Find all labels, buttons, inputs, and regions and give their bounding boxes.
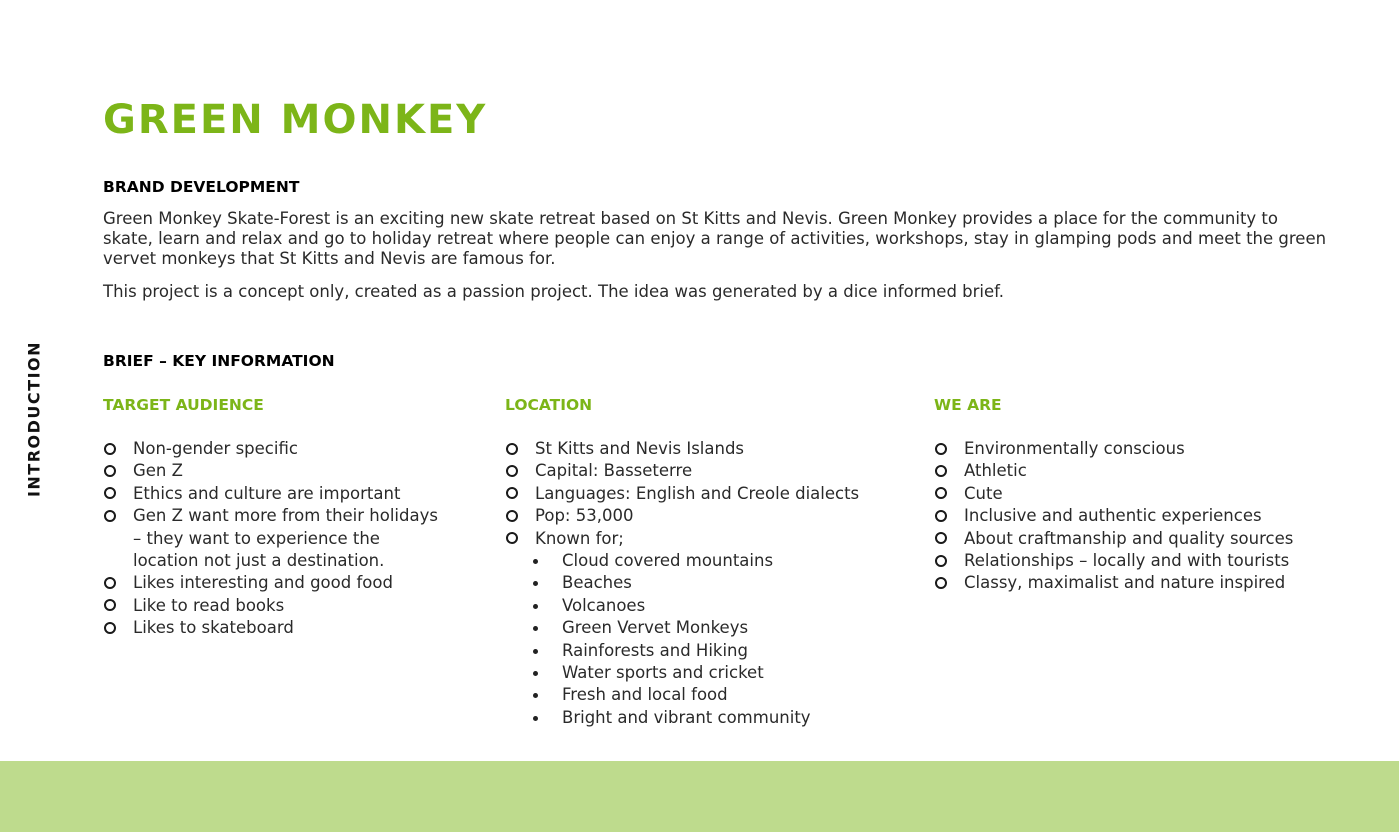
list-item-text: Gen Z want more from their holidays – they want to experience the location not just a destination. [133, 506, 438, 571]
location-list [505, 438, 915, 729]
bullet-dot-icon [533, 649, 538, 654]
location-heading: LOCATION [505, 396, 593, 414]
ring-bullet-icon [935, 487, 947, 499]
list-item-text: Capital: Basseterre [535, 461, 693, 481]
bullet-dot-icon [533, 671, 538, 676]
sub-list-item [505, 707, 915, 729]
sub-list-item [505, 617, 915, 639]
we-are-column [934, 395, 1354, 593]
list-item-text: Bright and vibrant community [562, 707, 811, 727]
sub-list-item [505, 572, 915, 594]
ring-bullet-icon [506, 532, 518, 544]
bullet-dot-icon [533, 693, 538, 698]
we-are-list [934, 438, 1354, 595]
side-label-text: INTRODUCTION [24, 340, 44, 498]
list-item-text: Volcanoes [562, 595, 646, 615]
bullet-dot-icon [533, 626, 538, 631]
ring-bullet-icon [935, 555, 947, 567]
sub-list-item [505, 595, 915, 617]
list-item [934, 460, 1354, 482]
sub-list-item [505, 684, 915, 706]
list-item-text: Classy, maximalist and nature inspired [964, 573, 1286, 593]
sub-list-item [505, 550, 915, 572]
sub-list-item [505, 662, 915, 684]
list-item-text: Non-gender specific [133, 439, 298, 458]
list-item-text: Like to read books [133, 595, 285, 615]
ring-bullet-icon [506, 443, 518, 455]
list-item-text: Water sports and cricket [562, 663, 764, 683]
brand-description-paragraph: Green Monkey Skate-Forest is an exciting new skate retreat based on St Kitts and Nevis. Green Monkey provides a place for the community to skate, learn and relax and go to holiday retreat where people can enjoy a range of activities, workshops, stay in glamping pods and meet the green vervet monkeys that St Kitts and Nevis are famous for. [103, 209, 1327, 268]
list-item [505, 460, 915, 482]
list-item [505, 438, 915, 460]
bullet-dot-icon [533, 716, 538, 721]
ring-bullet-icon [104, 577, 116, 589]
ring-bullet-icon [935, 465, 947, 477]
list-item [103, 505, 448, 572]
concept-note-paragraph: This project is a concept only, created as a passion project. The idea was generated by a dice informed brief. [103, 282, 1005, 301]
list-item-text: Known for; [535, 528, 624, 548]
list-item-text: Environmentally conscious [964, 439, 1185, 458]
list-item [505, 483, 915, 505]
list-item [505, 505, 915, 527]
footer-band [0, 761, 1399, 832]
ring-bullet-icon [935, 510, 947, 522]
ring-bullet-icon [104, 599, 116, 611]
list-item-text: Inclusive and authentic experiences [964, 506, 1262, 526]
list-item-text: Fresh and local food [562, 685, 728, 705]
ring-bullet-icon [506, 465, 518, 477]
list-item-text: Pop: 53,000 [535, 506, 634, 526]
ring-bullet-icon [506, 510, 518, 522]
list-item-text: Rainforests and Hiking [562, 640, 748, 660]
ring-bullet-icon [935, 532, 947, 544]
target-audience-column [103, 395, 473, 638]
we-are-heading: WE ARE [934, 396, 1002, 414]
list-item-text: Gen Z [133, 461, 183, 481]
sub-list-item [505, 640, 915, 662]
list-item-text: Likes interesting and good food [133, 573, 393, 593]
bullet-dot-icon [533, 604, 538, 609]
list-item [103, 572, 448, 594]
list-item [934, 505, 1354, 527]
ring-bullet-icon [104, 510, 116, 522]
ring-bullet-icon [104, 465, 116, 477]
ring-bullet-icon [935, 443, 947, 455]
list-item-text: Likes to skateboard [133, 618, 294, 638]
side-section-label [24, 340, 44, 498]
list-item [934, 528, 1354, 550]
list-item [103, 595, 448, 617]
list-item-text: Languages: English and Creole dialects [535, 483, 860, 503]
page-title: GREEN MONKEY [103, 97, 488, 143]
list-item-text: Cute [964, 483, 1003, 503]
list-item [934, 550, 1354, 572]
location-column [505, 395, 915, 727]
list-item-text: Cloud covered mountains [562, 551, 774, 571]
ring-bullet-icon [506, 487, 518, 499]
list-item-text: Ethics and culture are important [133, 483, 401, 503]
ring-bullet-icon [935, 577, 947, 589]
list-item [934, 483, 1354, 505]
list-item [103, 438, 448, 460]
list-item [505, 528, 915, 550]
list-item [103, 483, 448, 505]
list-item-text: Beaches [562, 573, 632, 593]
list-item-text: Athletic [964, 461, 1027, 481]
list-item [934, 438, 1354, 460]
list-item-text: St Kitts and Nevis Islands [535, 439, 745, 458]
ring-bullet-icon [104, 487, 116, 499]
ring-bullet-icon [104, 443, 116, 455]
list-item [103, 617, 448, 639]
target-audience-heading: TARGET AUDIENCE [103, 396, 264, 414]
target-audience-list [103, 438, 448, 640]
list-item-text: Relationships – locally and with tourists [964, 551, 1290, 571]
list-item-text: About craftmanship and quality sources [964, 528, 1294, 548]
bullet-dot-icon [533, 559, 538, 564]
brand-development-heading: BRAND DEVELOPMENT [103, 178, 300, 196]
list-item [103, 460, 448, 482]
ring-bullet-icon [104, 622, 116, 634]
bullet-dot-icon [533, 581, 538, 586]
list-item-text: Green Vervet Monkeys [562, 618, 749, 638]
list-item [934, 572, 1354, 594]
brief-key-information-heading: BRIEF – KEY INFORMATION [103, 352, 335, 370]
